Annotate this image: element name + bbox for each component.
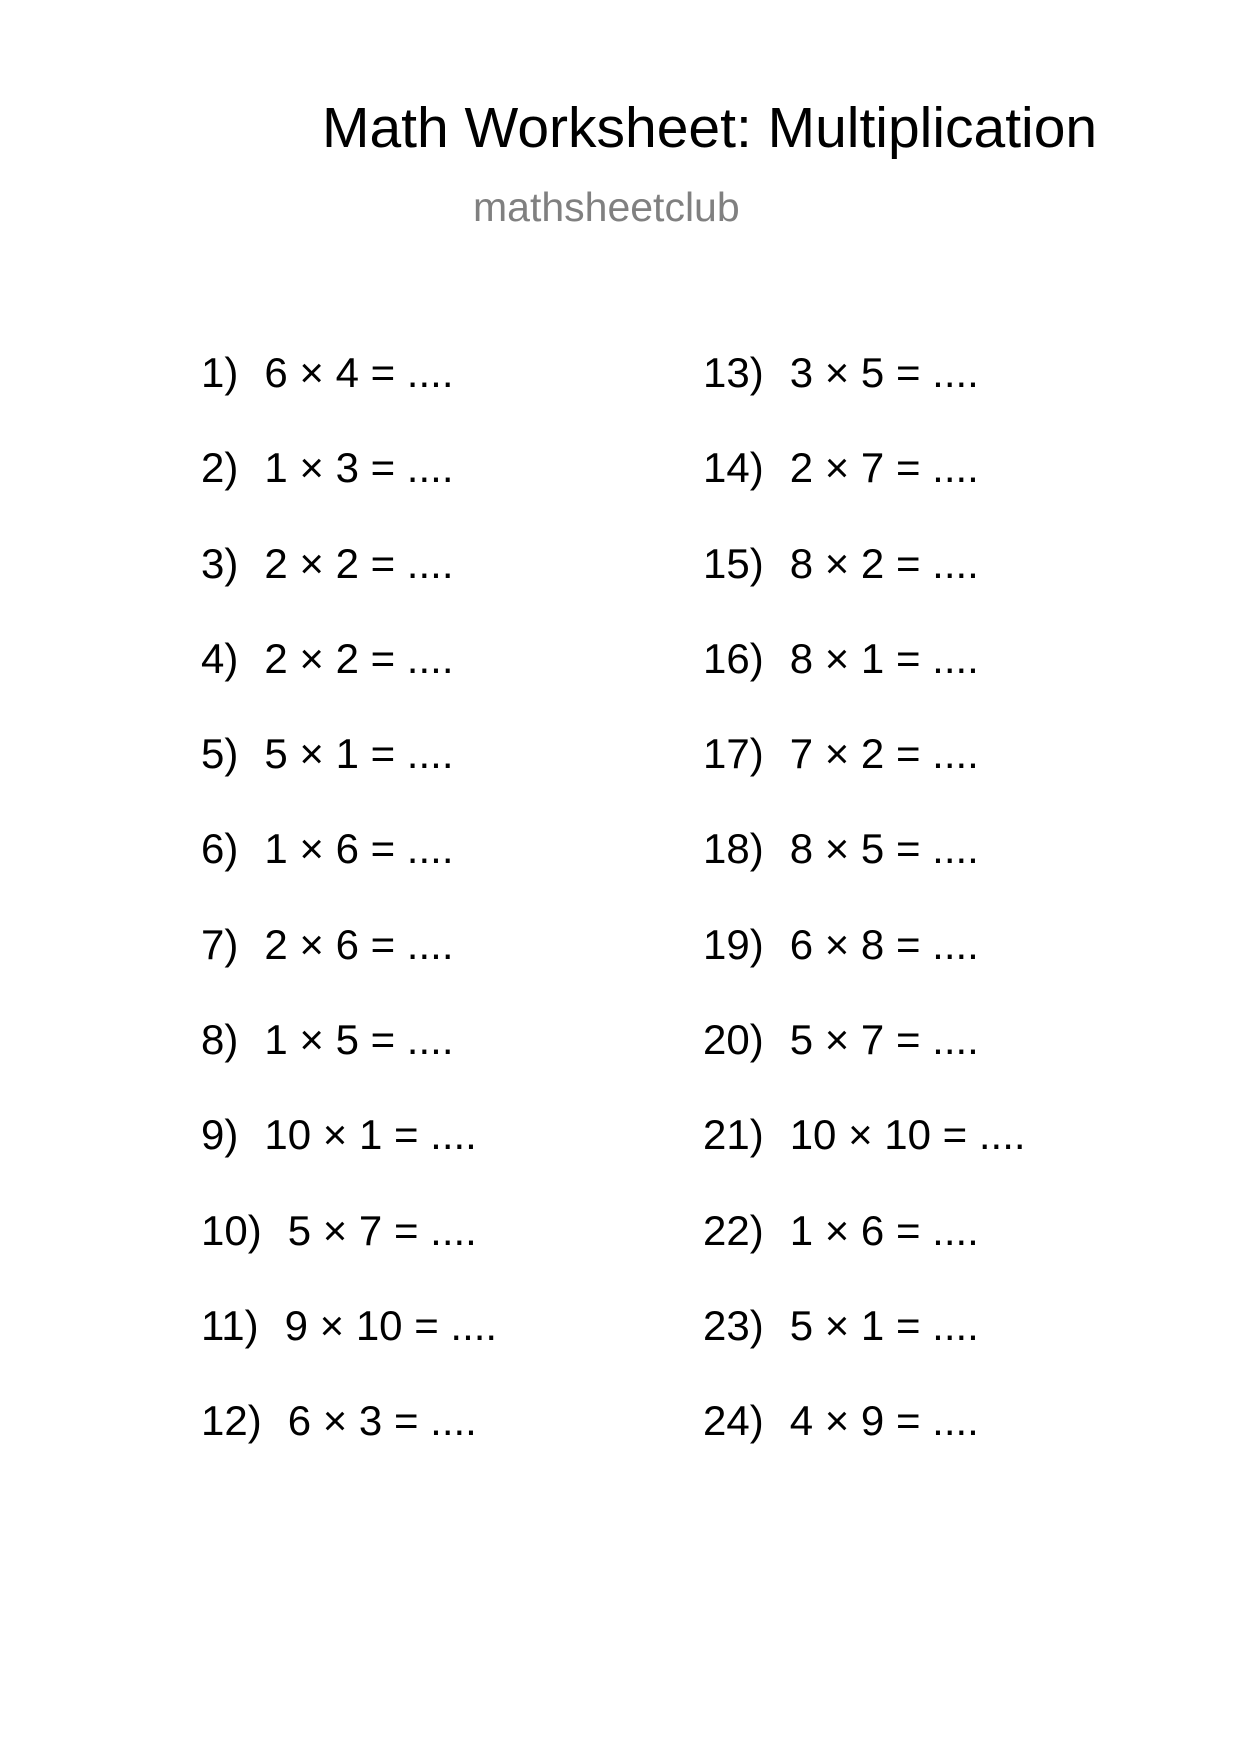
problem-number: 8) — [201, 1016, 239, 1064]
problem-expression: 10 × 1 = .... — [264, 1111, 477, 1159]
problem-number: 6) — [201, 825, 239, 873]
problem-expression: 8 × 1 = .... — [789, 634, 979, 682]
problem-expression: 4 × 9 = .... — [789, 1397, 979, 1445]
problem-expression: 1 × 3 = .... — [264, 444, 454, 492]
problem-number: 15) — [703, 539, 764, 587]
problem-expression: 6 × 3 = .... — [287, 1397, 477, 1445]
worksheet-title: Math Worksheet: Multiplication — [322, 96, 1098, 160]
problem-item — [703, 444, 1026, 542]
problem-number: 18) — [703, 825, 764, 873]
problem-number: 5) — [201, 730, 239, 778]
problem-number: 12) — [201, 1397, 262, 1445]
problem-expression: 5 × 7 = .... — [789, 1016, 979, 1064]
problem-number: 11) — [201, 1301, 259, 1349]
problem-number: 2) — [201, 444, 239, 492]
problem-expression: 5 × 1 = .... — [264, 730, 454, 778]
problem-item — [201, 444, 497, 542]
problem-expression: 10 × 10 = .... — [789, 1111, 1026, 1159]
problem-expression: 6 × 4 = .... — [264, 349, 454, 396]
problem-expression: 3 × 5 = .... — [789, 349, 979, 396]
problem-expression: 8 × 5 = .... — [789, 825, 979, 873]
problem-item — [201, 634, 497, 733]
problem-number: 17) — [703, 730, 764, 778]
problem-number: 20) — [703, 1016, 764, 1064]
problem-number: 22) — [703, 1206, 764, 1254]
problem-expression: 8 × 2 = .... — [789, 539, 979, 587]
problem-number: 19) — [703, 920, 764, 968]
problem-number: 13) — [703, 349, 764, 396]
problem-item — [201, 1397, 497, 1495]
problem-item — [703, 539, 1026, 638]
problem-number: 1) — [201, 349, 239, 396]
problem-item — [703, 1206, 1026, 1305]
problem-item — [703, 1397, 1026, 1495]
problem-number: 23) — [703, 1301, 764, 1349]
problem-number: 14) — [703, 444, 764, 492]
problem-number: 7) — [201, 920, 239, 968]
problem-number: 21) — [703, 1111, 764, 1159]
problem-expression: 2 × 2 = .... — [264, 634, 454, 682]
problem-expression: 1 × 5 = .... — [264, 1016, 454, 1064]
problem-number: 16) — [703, 634, 764, 682]
problem-item — [703, 1301, 1026, 1400]
problem-item — [703, 634, 1026, 733]
problem-item — [201, 1111, 497, 1209]
problem-column-left — [201, 349, 498, 1496]
problem-item — [703, 730, 1026, 828]
problem-expression: 5 × 7 = .... — [287, 1206, 477, 1254]
problem-expression: 7 × 2 = .... — [789, 730, 979, 778]
problem-item — [703, 1111, 1026, 1209]
problem-item — [201, 825, 497, 923]
problem-number: 10) — [201, 1206, 262, 1254]
problem-number: 3) — [201, 539, 239, 587]
problem-expression: 9 × 10 = .... — [284, 1301, 498, 1349]
problem-item — [201, 1206, 497, 1305]
problem-expression: 2 × 6 = .... — [264, 920, 454, 968]
problem-item — [201, 730, 497, 828]
problem-item — [703, 920, 1026, 1019]
problem-number: 24) — [703, 1397, 764, 1445]
problem-item — [201, 1016, 497, 1114]
problem-expression: 5 × 1 = .... — [789, 1301, 979, 1349]
problem-expression: 6 × 8 = .... — [789, 920, 979, 968]
problem-expression: 2 × 2 = .... — [264, 539, 454, 587]
worksheet-subtitle: mathsheetclub — [473, 184, 740, 230]
problem-expression: 1 × 6 = .... — [789, 1206, 979, 1254]
problem-item — [703, 349, 1026, 447]
problem-item — [201, 1301, 498, 1400]
problem-expression: 2 × 7 = .... — [789, 444, 979, 492]
problem-item — [201, 920, 497, 1019]
problem-column-right — [703, 349, 1026, 1496]
problem-item — [703, 1016, 1026, 1114]
problem-expression: 1 × 6 = .... — [264, 825, 454, 873]
problem-number: 9) — [201, 1111, 239, 1159]
problem-item — [703, 825, 1026, 923]
problem-item — [201, 349, 497, 447]
problem-item — [201, 539, 497, 638]
problem-number: 4) — [201, 634, 239, 682]
